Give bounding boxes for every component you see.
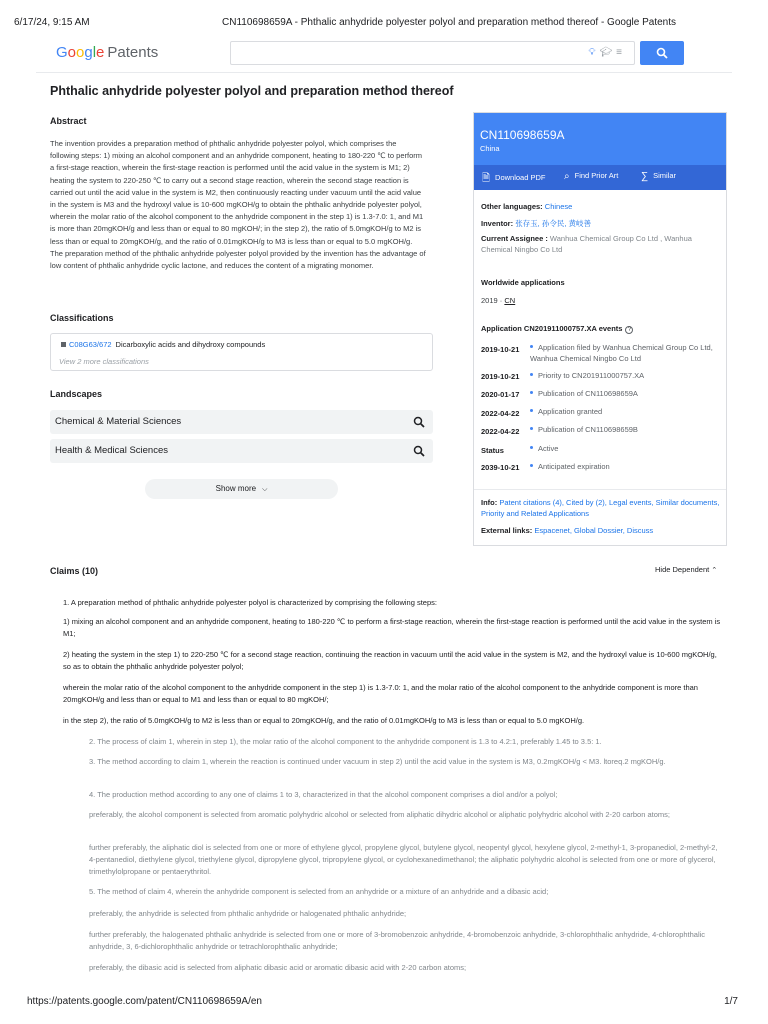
- google-patents-logo[interactable]: Google Patents: [56, 44, 159, 61]
- lightbulb-icon: 💡︎: [588, 47, 600, 58]
- classification-bullet-icon: [61, 342, 66, 347]
- print-doc-title: CN110698659A - Phthalic anhydride polyester polyol and preparation method thereof - Google Patents: [222, 17, 676, 28]
- dependent-claim-text: 3. The method according to claim 1, wherein the reaction is continued under vacuum in step 2) until the acid value in the system is M3, 0.2mgKOH/g < M3. ltoreq.2 mgKOH/g.: [89, 757, 666, 766]
- show-more-label: Show more: [215, 484, 257, 493]
- classification-row: [61, 340, 265, 349]
- event-date: 2019-10-21: [481, 372, 520, 381]
- external-links: External links: Espacenet, Global Dossier, Discuss: [481, 526, 654, 535]
- claim-text: 1) mixing an alcohol component and an anhydride component, heating to 180-220 ℃ to perform a first-stage reaction, wherein the first-stage reaction is performed until the acid value in the system is M1;: [63, 617, 721, 638]
- worldwide-applications-heading: Worldwide applications: [481, 278, 565, 287]
- classifications-box: [50, 333, 433, 371]
- action-bar: [474, 165, 726, 190]
- dependent-claim-text: preferably, the dibasic acid is selected from aliphatic dibasic acid or aromatic dibasic acid with 2-20 carbon atoms;: [89, 963, 467, 972]
- event-description: Anticipated expiration: [530, 462, 722, 473]
- timeline-dot-icon: [530, 446, 533, 449]
- event-description: Priority to CN201911000757.XA: [530, 371, 722, 382]
- status-value: Active: [530, 444, 722, 455]
- search-options-icons[interactable]: [588, 47, 626, 58]
- dependent-claim-text: preferably, the alcohol component is selected from aromatic polyhydric alcohol or selected from aliphatic dihydric alcohol or aliphatic polyhydric alcohol with 2-20 carbon atoms;: [89, 810, 670, 819]
- current-assignee: Current Assignee : Wanhua Chemical Group Co Ltd , Wanhua Chemical Ningbo Co Ltd: [481, 234, 692, 254]
- similar-button[interactable]: ∑ Similar: [641, 171, 677, 182]
- patent-info-panel: [473, 112, 727, 546]
- patent-header: [474, 113, 726, 165]
- show-more-button[interactable]: [145, 479, 338, 499]
- status-label: Status: [481, 446, 504, 455]
- inventor-links[interactable]: 张存玉, 孙令民, 黄岐善: [515, 219, 592, 228]
- landscapes-heading: Landscapes: [50, 389, 103, 399]
- abstract-text: The invention provides a preparation method of phthalic anhydride polyester polyol, which comprises the following steps: 1) mixing an alcohol component and an anhydride component, heating to 180-220 ℃ to perform a first-stage reaction, wherein the first-stage reaction is performed until the acid value in the system is M1; 2) heating the system to 220-250 ℃ to carry out a second stage reaction, wherein the second stage reaction is carried out until the acid value in the system is M2, then continuously reacting under vacuum until the acid value in the system is M3 and the hydroxyl value is 10-600 mgKOH/g to obtain the phthalic anhydride polyester polyol, wherein the molar ratio of the alcohol component to the anhydride component in the step 1) is 1.3-7.0: 1, and M1 is more than 20mgKOH/g and less than or equal to 80 mgKOH/; in the step 2), the ratio of 5.0mgKOH/g to M2 is less than or equal to 20mgKOH/g, and the ratio of 0.01mgKOH/g to M3 is less than or equal to 5.0 mgKOH/g. The preparation method of the phthalic anhydride polyester polyol provided by the invention has the advantage of low content of phthalic anhydride cyclic lactone, and reduces the content of a migrating monomer.: [50, 139, 426, 271]
- prior-art-icon: ⌕: [564, 171, 570, 182]
- timeline-dot-icon: [530, 409, 533, 412]
- hide-dependent-toggle[interactable]: Hide Dependent ⌃: [655, 565, 718, 574]
- print-page-number: 1/7: [724, 996, 738, 1007]
- search-input[interactable]: [230, 41, 635, 65]
- graduation-cap-icon: 🎓︎: [599, 47, 617, 58]
- inventor: Inventor: 张存玉, 孙令民, 黄岐善: [481, 219, 592, 228]
- timeline-dot-icon: [530, 391, 533, 394]
- timeline-dot-icon: [530, 373, 533, 376]
- pdf-icon: 🗎︎: [482, 173, 491, 184]
- publication-number: CN110698659A: [480, 128, 565, 142]
- classification-description: Dicarboxylic acids and dihydroxy compounds: [115, 340, 266, 349]
- event-date: 2039-10-21: [481, 463, 520, 472]
- event-description: Application filed by Wanhua Chemical Group Co Ltd, Wanhua Chemical Ningbo Co Ltd: [530, 343, 713, 363]
- dependent-claim-text: preferably, the anhydride is selected from phthalic anhydride or halogenated phthalic anhydride;: [89, 909, 407, 918]
- event-description: Publication of CN110698659B: [530, 425, 722, 436]
- abstract-heading: Abstract: [50, 116, 87, 126]
- assignee-value: Wanhua Chemical Group Co Ltd , Wanhua Chemical Ningbo Co Ltd: [481, 234, 692, 254]
- search-icon[interactable]: [413, 416, 425, 428]
- view-more-classifications-link[interactable]: View 2 more classifications: [59, 357, 149, 366]
- worldwide-applications: 2019 · CN: [481, 296, 516, 305]
- external-link-list[interactable]: Espacenet, Global Dossier, Discuss: [534, 526, 654, 535]
- search-icon[interactable]: [413, 445, 425, 457]
- landscape-item-chemical[interactable]: [50, 410, 433, 434]
- search-icon: [656, 47, 668, 59]
- dependent-claim-text: 2. The process of claim 1, wherein in step 1), the molar ratio of the alcohol component to the anhydride component is 1.3 to 4.2:1, preferably 1.45 to 3.5: 1.: [89, 737, 602, 746]
- search-button[interactable]: [640, 41, 684, 65]
- claim-text: in the step 2), the ratio of 5.0mgKOH/g to M2 is less than or equal to 20mgKOH/g, and the ratio of 0.01mgKOH/g to M3 is less than or equal to 5.0 mgKOH/g.: [63, 716, 585, 725]
- info-link-list[interactable]: Patent citations (4), Cited by (2), Legal events, Similar documents, Priority and Related Applications: [481, 498, 720, 518]
- print-url: https://patents.google.com/patent/CN110698659A/en: [27, 996, 262, 1007]
- claim-text: 1. A preparation method of phthalic anhydride polyester polyol is characterized by comprising the following steps:: [63, 598, 437, 607]
- chevron-down-icon: ⌵: [262, 486, 268, 493]
- timeline-dot-icon: [530, 464, 533, 467]
- classifications-heading: Classifications: [50, 313, 114, 323]
- page-title: Phthalic anhydride polyester polyol and preparation method thereof: [50, 84, 454, 98]
- dependent-claim-text: 5. The method of claim 4, wherein the anhydride component is selected from an anhydride or a mixture of an anhydride and a dibasic acid;: [89, 887, 549, 896]
- divider: [474, 489, 726, 490]
- application-events-heading: Application CN201911000757.XA events ?: [481, 324, 633, 334]
- sigma-icon: ∑: [641, 171, 649, 182]
- landscape-label: Health & Medical Sciences: [55, 445, 168, 456]
- dependent-claim-text: further preferably, the halogenated phthalic anhydride is selected from one or more of 3-bromobenzoic anhydride, 4-bromobenzoic anhydride, 3-chlorophthalic anhydride, 4-chlorophthalic anhydride, 3, 6-dichlorophthalic anhydride or tetrachlorophthalic anhydride;: [89, 930, 706, 951]
- event-date: 2022-04-22: [481, 409, 520, 418]
- download-pdf-button[interactable]: 🗎︎ Download PDF: [482, 171, 546, 188]
- claim-text: wherein the molar ratio of the alcohol component to the anhydride component in the step 1) is 1.3-7.0: 1, and the molar ratio of the alcohol component to the anhydride component is more than 20mgKOH/g and less than or equal to M1 and less than or equal to 80 mgKOH/;: [63, 683, 698, 704]
- find-prior-art-button[interactable]: ⌕ Find Prior Art: [564, 171, 619, 182]
- event-description: Application granted: [530, 407, 722, 418]
- chevron-up-icon: ⌃: [711, 567, 718, 574]
- classification-code-link[interactable]: C08G63/672: [69, 340, 112, 349]
- event-date: 2022-04-22: [481, 427, 520, 436]
- landscape-label: Chemical & Material Sciences: [55, 416, 182, 427]
- top-bar: [36, 33, 732, 73]
- event-date: 2020-01-17: [481, 390, 520, 399]
- tune-icon: ≡: [616, 47, 626, 58]
- worldwide-country-link[interactable]: CN: [504, 296, 516, 305]
- dependent-claim-text: further preferably, the aliphatic diol is selected from one or more of ethylene glycol, propylene glycol, butylene glycol, neopentyl glycol, hexylene glycol, 2-methyl-1, 3-propanediol, 2-methyl-2, 4-pentanediol, diethylene glycol, triethylene glycol, dipropylene glycol, tripropylene glycol, or cyclohexanedimethanol; the aliphatic polyhydric alcohol is selected from one or more of glycerol, trimethylolpropane or pentaerythritol.: [89, 843, 718, 876]
- landscape-item-health[interactable]: [50, 439, 433, 463]
- timeline-dot-icon: [530, 345, 533, 348]
- print-header: [14, 17, 754, 31]
- event-description: Publication of CN110698659A: [530, 389, 722, 400]
- dependent-claim-text: 4. The production method according to any one of claims 1 to 3, characterized in that the alcohol component comprises a diol and/or a polyol;: [89, 790, 558, 799]
- help-icon[interactable]: ?: [625, 326, 633, 334]
- claim-text: 2) heating the system in the step 1) to 220-250 ℃ for a second stage reaction, continuing the reaction in vacuum until the acid value in the system is M2, and the hydroxyl value is 10-600 mgKOH/g, so as to obtain the phthalic anhydride polyester polyol;: [63, 650, 717, 671]
- print-datetime: 6/17/24, 9:15 AM: [14, 17, 90, 28]
- claims-heading: Claims (10): [50, 566, 99, 576]
- chinese-language-link[interactable]: Chinese: [544, 202, 573, 211]
- country: China: [480, 144, 500, 153]
- info-links: Info: Patent citations (4), Cited by (2), Legal events, Similar documents, Priority and Related Applications: [481, 498, 720, 518]
- event-date: 2019-10-21: [481, 345, 520, 354]
- other-languages: Other languages: Chinese: [481, 202, 573, 211]
- timeline-dot-icon: [530, 427, 533, 430]
